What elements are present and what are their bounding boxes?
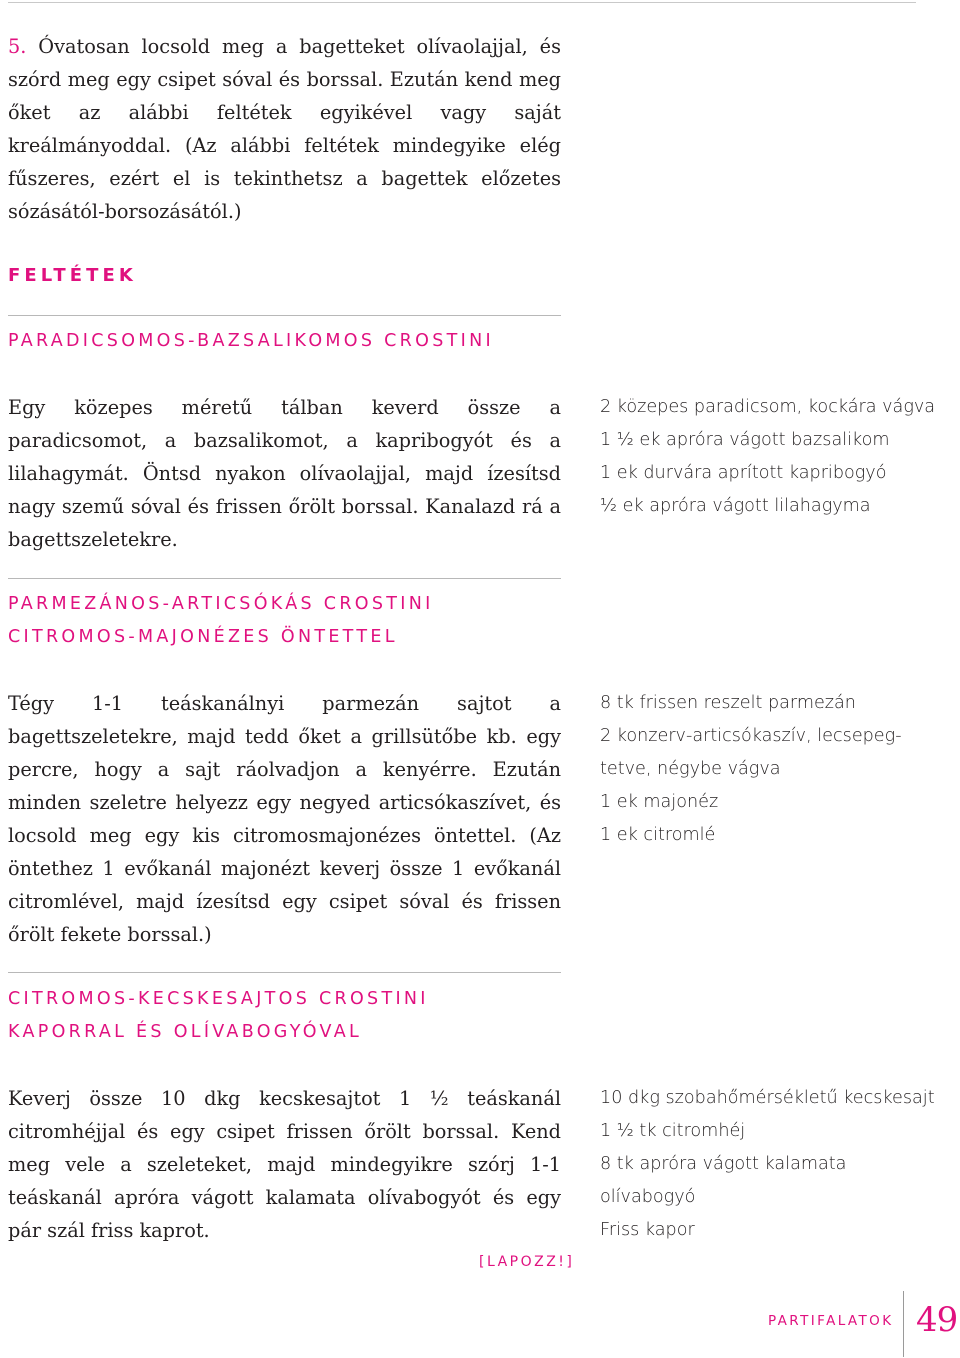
turn-page-note: [LAPOZZ!] — [479, 1254, 575, 1270]
ingredient-item: 10 dkg szobahőmérsékletű kecskesajt — [600, 1088, 935, 1108]
ingredient-item: 1 ek durvára aprított kapribogyó — [600, 463, 887, 483]
recipe-2-divider — [8, 578, 561, 579]
recipe-3-method: Keverj össze 10 dkg kecskesajtot 1 ½ teáskanál citromhéjjal és egy csipet frissen őrölt borssal. Kend meg vele a szeleteket, majd mindegyikre szórj 1-1 teáskanál apróra vágott kalamata olívabogyót és egy pár szál friss kaprot. — [8, 1087, 561, 1242]
ingredient-item: 8 tk apróra vágott kalamata olívabogyó — [600, 1154, 847, 1207]
ingredient-item: 8 tk frissen reszelt parmezán — [600, 693, 856, 713]
recipe-3-title-line-1: CITROMOS-KECSKESAJTOS CROSTINI — [8, 989, 429, 1009]
recipe-1-title — [8, 325, 494, 358]
recipe-3-title-line-2: KAPORRAL ÉS OLÍVABOGYÓVAL — [8, 1022, 363, 1042]
step-text: Óvatosan locsold meg a bagetteket olívaolajjal, és szórd meg egy csipet sóval és borssal. Ezután kend meg őket az alábbi feltétek egyikével vagy saját kreálmányoddal. (Az alábbi feltétek mindegyike elég fűszeres, ezért el is tekinthetsz a bagettek előzetes sózásától-borsozásától.) — [8, 35, 561, 223]
recipe-2-method: Tégy 1-1 teáskanálnyi parmezán sajtot a bagettszeletekre, majd tedd őket a grillsütőbe kb. egy percre, hogy a sajt ráolvadjon a kenyérre. Ezután minden szeletre helyezz egy negyed articsókaszívet, és locsold meg egy kis citromosmajonézes öntettel. (Az öntethez 1 evőkanál majonézt keverj össze 1 evőkanál citromlével, majd ízesítsd egy csipet sóval és frissen őrölt fekete borssal.) — [8, 692, 561, 946]
ingredient-item: 1 ek majonéz — [600, 792, 719, 812]
footer-section-label: PARTIFALATOK — [768, 1313, 894, 1329]
ingredient-item: 1 ½ tk citromhéj — [600, 1121, 746, 1141]
top-rule — [8, 2, 916, 3]
recipe-3-title — [8, 983, 429, 1049]
recipe-3-divider — [8, 972, 561, 973]
recipe-3-ingredients — [600, 1082, 940, 1247]
recipe-2-title-line-2: CITROMOS-MAJONÉZES ÖNTETTEL — [8, 627, 398, 647]
recipe-1-ingredients — [600, 391, 940, 523]
recipe-1-divider — [8, 315, 561, 316]
recipe-2-title-line-1: PARMEZÁNOS-ARTICSÓKÁS CROSTINI — [8, 594, 434, 614]
ingredient-item: 2 konzerv-articsókaszív, lecsepeg- — [600, 726, 902, 746]
recipe-2-ingredients — [600, 687, 940, 852]
footer-divider — [903, 1291, 904, 1357]
recipe-2-title — [8, 588, 434, 654]
step-paragraph — [8, 30, 561, 228]
step-number: 5. — [8, 35, 27, 58]
ingredient-item: 2 közepes paradicsom, kockára vágva — [600, 397, 936, 417]
recipe-1-title-line-1: PARADICSOMOS-BAZSALIKOMOS CROSTINI — [8, 331, 494, 351]
ingredient-item: 1 ½ ek apróra vágott bazsalikom — [600, 430, 890, 450]
ingredient-item: Friss kapor — [600, 1220, 695, 1240]
ingredient-item: 1 ek citromlé — [600, 825, 716, 845]
page-number: 49 — [916, 1300, 958, 1340]
ingredient-item: ½ ek apróra vágott lilahagyma — [600, 496, 871, 516]
section-heading: FELTÉTEK — [8, 265, 137, 286]
recipe-1-method: Egy közepes méretű tálban keverd össze a paradicsomot, a bazsalikomot, a kapribogyót és a lilahagymát. Öntsd nyakon olívaolajjal, majd ízesítsd nagy szemű sóval és frissen őrölt borssal. Kanalazd rá a bagettszeletekre. — [8, 396, 561, 551]
ingredient-item-continuation: tetve, négybe vágva — [600, 759, 781, 779]
